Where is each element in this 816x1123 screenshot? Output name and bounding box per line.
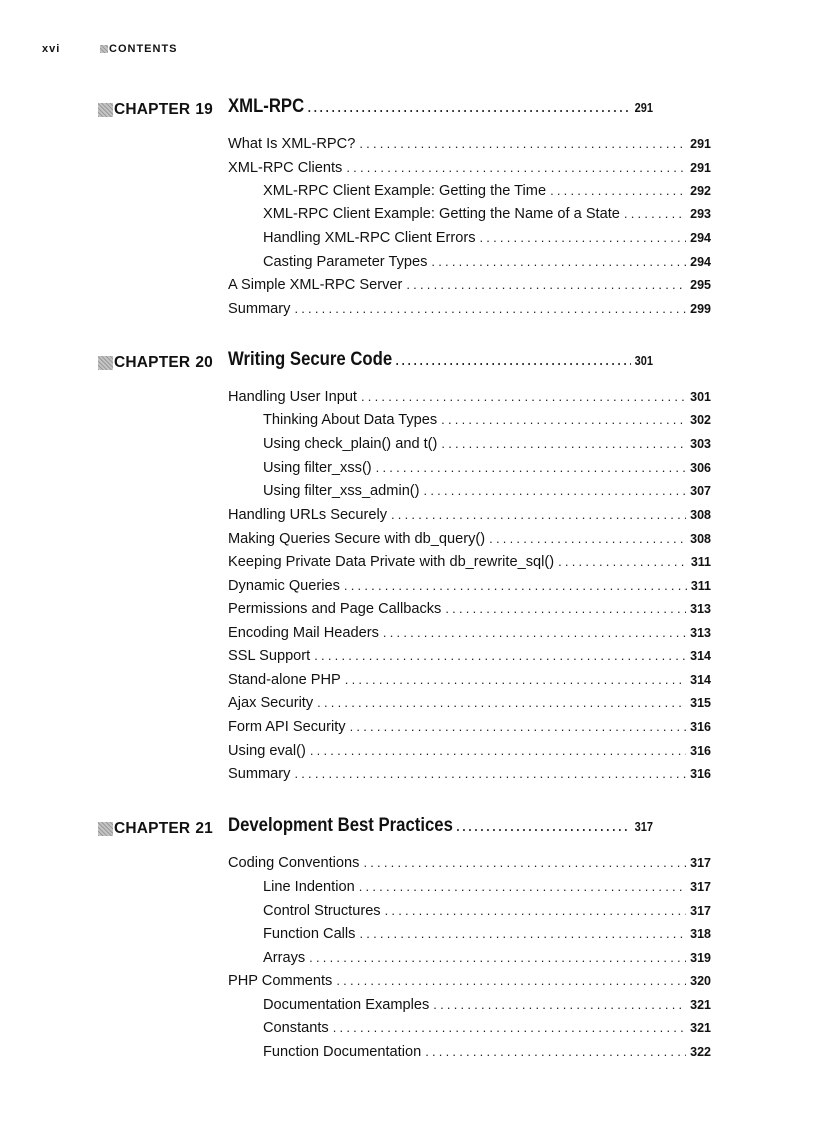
entry-page: 316 xyxy=(690,744,711,758)
entry-title: Handling User Input xyxy=(228,389,357,405)
toc-subentry[interactable] xyxy=(263,903,711,926)
toc-entry[interactable] xyxy=(228,301,711,324)
entry-title: Handling URLs Securely xyxy=(228,507,387,523)
toc-subentry[interactable] xyxy=(263,230,711,253)
dot-leader xyxy=(391,507,686,522)
entry-title: Using eval() xyxy=(228,743,306,759)
entry-title: Documentation Examples xyxy=(263,997,430,1013)
entry-title: Using filter_xss() xyxy=(263,460,372,476)
dot-leader xyxy=(489,531,686,546)
entry-title: SSL Support xyxy=(228,648,311,664)
dot-leader xyxy=(309,950,686,965)
chapter-21-block xyxy=(0,815,816,1060)
entry-page: 313 xyxy=(690,626,711,640)
toc-subentry[interactable] xyxy=(263,950,711,973)
toc-subentry[interactable] xyxy=(263,879,711,902)
toc-subentry[interactable] xyxy=(263,183,711,206)
entry-page: 313 xyxy=(690,602,711,616)
entry-page: 321 xyxy=(690,1021,711,1035)
entry-page: 293 xyxy=(690,207,711,221)
dot-leader xyxy=(441,436,686,451)
entry-title: PHP Comments xyxy=(228,973,333,989)
dot-leader xyxy=(336,973,686,988)
dot-leader xyxy=(445,601,686,616)
toc-subentry[interactable] xyxy=(263,206,711,229)
toc-subentry[interactable] xyxy=(263,1020,711,1043)
toc-entry[interactable] xyxy=(228,625,711,648)
dot-leader xyxy=(310,743,686,758)
toc-entry[interactable] xyxy=(228,601,711,624)
entry-page: 306 xyxy=(690,461,711,475)
entry-page: 291 xyxy=(690,161,711,175)
entry-title: Ajax Security xyxy=(228,695,314,711)
entry-page: 317 xyxy=(690,904,711,918)
entry-title: Making Queries Secure with db_query() xyxy=(228,531,486,547)
entry-page: 311 xyxy=(690,579,711,593)
dot-leader xyxy=(424,483,687,498)
chapter-19-block xyxy=(0,96,816,317)
entry-page: 301 xyxy=(690,390,711,404)
toc-entry[interactable] xyxy=(228,531,711,554)
toc-entry[interactable] xyxy=(228,389,711,412)
chapter-label xyxy=(98,354,213,372)
toc-subentry[interactable] xyxy=(263,460,711,483)
chapter-20-block xyxy=(0,349,816,782)
entry-title: Constants xyxy=(263,1020,329,1036)
chapter-page: 301 xyxy=(634,354,654,368)
chapter-marker-icon xyxy=(98,822,113,836)
entry-page: 317 xyxy=(690,880,711,894)
chapter-number: 20 xyxy=(195,354,213,371)
toc-subentry[interactable] xyxy=(263,412,711,435)
chapter-title: Writing Secure Code xyxy=(228,349,393,370)
entry-title: Line Indention xyxy=(263,879,355,895)
entry-title: Permissions and Page Callbacks xyxy=(228,601,442,617)
entry-page: 314 xyxy=(690,673,711,687)
entry-title: Using check_plain() and t() xyxy=(263,436,438,452)
entry-page: 308 xyxy=(690,508,711,522)
entry-page: 294 xyxy=(690,255,711,269)
entry-page: 308 xyxy=(690,532,711,546)
toc-entry[interactable] xyxy=(228,855,711,878)
chapter-title-row[interactable] xyxy=(228,96,653,118)
entry-page: 311 xyxy=(690,555,711,569)
toc-subentry[interactable] xyxy=(263,436,711,459)
dot-leader xyxy=(294,301,686,316)
entry-title: Control Structures xyxy=(263,903,381,919)
entry-title: Coding Conventions xyxy=(228,855,360,871)
dot-leader xyxy=(344,578,687,593)
entry-title: Form API Security xyxy=(228,719,346,735)
dot-leader xyxy=(359,926,686,941)
entry-title: Encoding Mail Headers xyxy=(228,625,379,641)
chapter-label xyxy=(98,101,213,119)
toc-entry[interactable] xyxy=(228,507,711,530)
dot-leader xyxy=(385,903,687,918)
toc-subentry[interactable] xyxy=(263,483,711,506)
dot-leader xyxy=(558,554,687,569)
entry-title: What Is XML-RPC? xyxy=(228,136,356,152)
dot-leader xyxy=(425,1044,686,1059)
toc-entry[interactable] xyxy=(228,695,711,718)
chapter-word: CHAPTER xyxy=(114,354,191,371)
dot-leader xyxy=(294,766,686,781)
chapter-title-row[interactable] xyxy=(228,815,653,837)
entry-title: XML-RPC Client Example: Getting the Name of a State xyxy=(263,206,620,222)
dot-leader xyxy=(383,625,686,640)
dot-leader xyxy=(396,353,632,368)
toc-entry[interactable] xyxy=(228,973,711,996)
dot-leader xyxy=(550,183,686,198)
dot-leader xyxy=(376,460,686,475)
dot-leader xyxy=(314,648,686,663)
toc-entry[interactable] xyxy=(228,672,711,695)
toc-entry[interactable] xyxy=(228,136,711,159)
dot-leader xyxy=(359,879,686,894)
toc-subentry[interactable] xyxy=(263,997,711,1020)
toc-entry[interactable] xyxy=(228,554,711,577)
chapter-number: 21 xyxy=(195,820,213,837)
entry-page: 318 xyxy=(690,927,711,941)
entry-title: A Simple XML-RPC Server xyxy=(228,277,403,293)
section-marker-icon xyxy=(100,45,108,53)
toc-entry[interactable] xyxy=(228,719,711,742)
chapter-marker-icon xyxy=(98,356,113,370)
chapter-number: 19 xyxy=(195,101,213,118)
entry-page: 321 xyxy=(690,998,711,1012)
entry-title: Using filter_xss_admin() xyxy=(263,483,420,499)
entry-page: 302 xyxy=(690,413,711,427)
dot-leader xyxy=(441,412,686,427)
running-head xyxy=(42,43,178,55)
entry-title: Summary xyxy=(228,766,291,782)
entry-title: Thinking About Data Types xyxy=(263,412,438,428)
entry-title: Function Calls xyxy=(263,926,356,942)
entry-page: 314 xyxy=(690,649,711,663)
entry-page: 319 xyxy=(690,951,711,965)
dot-leader xyxy=(480,230,687,245)
toc-entry[interactable] xyxy=(228,766,711,789)
chapter-word: CHAPTER xyxy=(114,101,191,118)
dot-leader xyxy=(346,160,686,175)
entry-page: 307 xyxy=(690,484,711,498)
entry-page: 317 xyxy=(690,856,711,870)
entry-page: 322 xyxy=(690,1045,711,1059)
entry-page: 316 xyxy=(690,720,711,734)
dot-leader xyxy=(345,672,686,687)
toc-entry[interactable] xyxy=(228,277,711,300)
dot-leader xyxy=(433,997,686,1012)
chapter-marker-icon xyxy=(98,103,113,117)
toc-entry[interactable] xyxy=(228,648,711,671)
dot-leader xyxy=(456,819,631,834)
dot-leader xyxy=(308,100,631,115)
entry-title: Arrays xyxy=(263,950,306,966)
chapter-label xyxy=(98,820,213,838)
entry-title: Dynamic Queries xyxy=(228,578,340,594)
entry-page: 299 xyxy=(690,302,711,316)
chapter-page: 291 xyxy=(634,101,654,115)
entry-title: XML-RPC Client Example: Getting the Time xyxy=(263,183,547,199)
page-folio: xvi xyxy=(42,43,61,55)
entry-title: Stand-alone PHP xyxy=(228,672,341,688)
toc-subentry[interactable] xyxy=(263,1044,711,1067)
entry-page: 295 xyxy=(690,278,711,292)
entry-title: Keeping Private Data Private with db_rewrite_sql() xyxy=(228,554,555,570)
dot-leader xyxy=(359,136,686,151)
entry-page: 315 xyxy=(690,696,711,710)
dot-leader xyxy=(350,719,687,734)
entry-page: 291 xyxy=(690,137,711,151)
dot-leader xyxy=(361,389,686,404)
dot-leader xyxy=(363,855,686,870)
entry-page: 294 xyxy=(690,231,711,245)
entry-title: XML-RPC Clients xyxy=(228,160,343,176)
toc-entry[interactable] xyxy=(228,578,711,601)
entry-title: Casting Parameter Types xyxy=(263,254,428,270)
chapter-title: Development Best Practices xyxy=(228,815,453,836)
running-head-section: CONTENTS xyxy=(109,43,178,55)
chapter-title: XML-RPC xyxy=(228,96,305,117)
entry-title: Summary xyxy=(228,301,291,317)
dot-leader xyxy=(317,695,686,710)
toc-subentry[interactable] xyxy=(263,926,711,949)
entry-page: 320 xyxy=(690,974,711,988)
toc-subentry[interactable] xyxy=(263,254,711,277)
chapter-page: 317 xyxy=(634,820,654,834)
chapter-word: CHAPTER xyxy=(114,820,191,837)
entry-title: Function Documentation xyxy=(263,1044,422,1060)
chapter-title-row[interactable] xyxy=(228,349,653,371)
dot-leader xyxy=(333,1020,686,1035)
toc-entry[interactable] xyxy=(228,743,711,766)
entry-title: Handling XML-RPC Client Errors xyxy=(263,230,476,246)
dot-leader xyxy=(431,254,686,269)
toc-entry[interactable] xyxy=(228,160,711,183)
dot-leader xyxy=(406,277,686,292)
entry-page: 292 xyxy=(690,184,711,198)
entry-page: 303 xyxy=(690,437,711,451)
entry-page: 316 xyxy=(690,767,711,781)
dot-leader xyxy=(624,206,686,221)
